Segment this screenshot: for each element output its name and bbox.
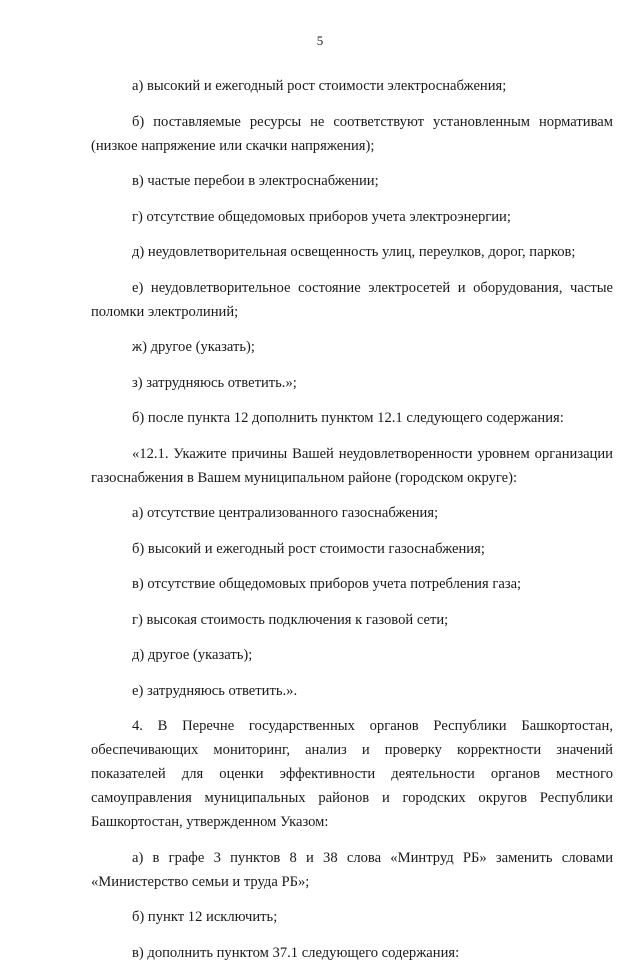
paragraph: в) дополнить пунктом 37.1 следующего содержания: [132,944,460,961]
paragraph: е) затрудняюсь ответить.». [132,682,298,699]
paragraph: б) высокий и ежегодный рост стоимости газоснабжения; [132,540,485,557]
paragraph: б) после пункта 12 дополнить пунктом 12.1 следующего содержания: [132,410,564,426]
paragraph: а) в графе 3 пунктов 8 и 38 слова «Минтруд РБ» заменить словами «Министерство семьи и труда РБ»; [91,849,613,890]
paragraph: г) высокая стоимость подключения к газовой сети; [132,611,449,628]
paragraph: е) неудовлетворительное состояние электросетей и оборудования, частые поломки электролиний; [91,279,613,320]
paragraph: д) неудовлетворительная освещенность улиц, переулков, дорог, парков; [132,244,576,260]
paragraph: б) пункт 12 исключить; [132,909,278,925]
paragraph: д) другое (указать); [132,647,253,663]
paragraph: в) отсутствие общедомовых приборов учета потребления газа; [132,576,522,592]
paragraph: б) поставляемые ресурсы не соответствуют установленным нормативам (низкое напряжение или скачки напряжения); [91,113,613,154]
page-number: 5 [316,33,324,48]
paragraph: а) высокий и ежегодный рост стоимости электроснабжения; [132,78,507,94]
paragraph: з) затрудняюсь ответить.»; [132,374,297,391]
paragraph: ж) другое (указать); [132,339,255,355]
paragraph: в) частые перебои в электроснабжении; [132,173,379,189]
paragraph: а) отсутствие централизованного газоснабжения; [132,505,439,521]
document-body [91,74,613,976]
paragraph: г) отсутствие общедомовых приборов учета электроэнергии; [132,208,511,225]
paragraph: «12.1. Укажите причины Вашей неудовлетворенности уровнем организации газоснабжения в Вашем муниципальном районе (городском округе): [91,445,613,486]
paragraph: 4. В Перечне государственных органов Республики Башкортостан, обеспечивающих мониторинг, анализ и проверку корректности значений показателей для оценки эффективности деятельности органов местного самоуправления муниципальных районов и городских округов Республики Башкортостан, утвержденном Указом: [91,718,613,830]
